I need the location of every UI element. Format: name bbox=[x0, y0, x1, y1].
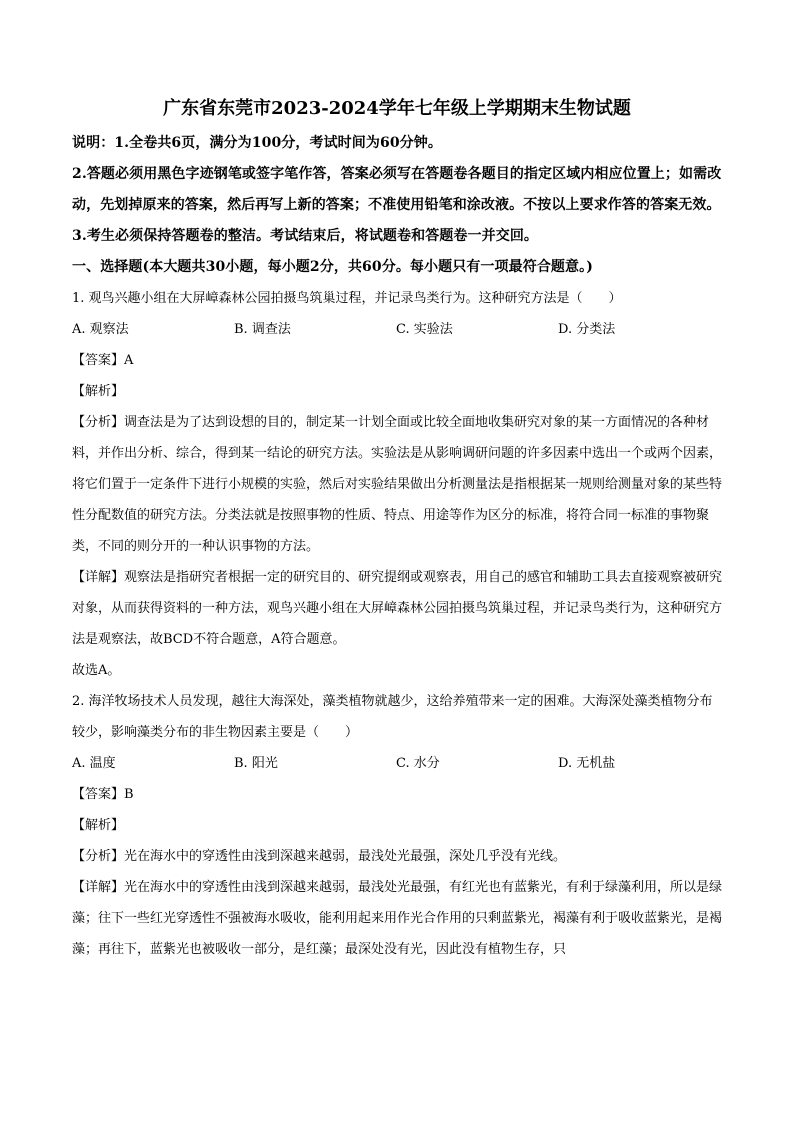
q1-stem: 1. 观鸟兴趣小组在大屏嶂森林公园拍摄鸟筑巢过程，并记录鸟类行为。这种研究方法是（ ） bbox=[72, 291, 622, 306]
q2-fenxi: 【分析】光在海水中的穿透性由浅到深越来越弱，最浅处光最强，深处几乎没有光线。 bbox=[72, 849, 567, 864]
q1-options bbox=[72, 314, 722, 345]
instruction-3: 3.考生必须保持答题卷的整洁。考试结束后，将试题卷和答题卷一并交回。 bbox=[72, 228, 539, 244]
q1-option-d: D. 分类法 bbox=[558, 322, 616, 337]
q1-answer: 【答案】A bbox=[72, 353, 134, 368]
q1-option-c: C. 实验法 bbox=[396, 322, 453, 337]
q2-option-a: A. 温度 bbox=[72, 756, 116, 771]
q1-fenxi: 【分析】调查法是为了达到设想的目的，制定某一计划全面或比较全面地收集研究对象的某一方面情况的各种材料，并作出分析、综合，得到某一结论的研究方法。实验法是从影响调研问题的许多因素中选出一个或两个因素，将它们置于一定条件下进行小规模的实验，然后对实验结果做出分析测量法是指根据某一规则给测量对象的某些特性分配数值的研究方法。分类法就是按照事物的性质、特点、用途等作为区分的标准，将符合同一标准的事物聚类，不同的则分开的一种认识事物的方法。 bbox=[72, 415, 723, 554]
exam-page bbox=[72, 96, 722, 965]
section-heading: 一、选择题(本大题共30小题，每小题2分，共60分。每小题只有一项最符合题意。) bbox=[72, 259, 593, 275]
q2-option-d: D. 无机盐 bbox=[558, 756, 616, 771]
q2-option-c: C. 水分 bbox=[396, 756, 440, 771]
q2-answer: 【答案】B bbox=[72, 787, 134, 802]
instruction-2: 2.答题必须用黑色字迹钢笔或签字笔作答，答案必须写在答题卷各题目的指定区域内相应位置上；如需改动，先划掉原来的答案，然后再写上新的答案；不准使用铅笔和涂改液。不按以上要求作答的答案无效。 bbox=[72, 166, 722, 213]
q2-analysis-label: 【解析】 bbox=[72, 818, 125, 833]
q2-xiangjie: 【详解】光在海水中的穿透性由浅到深越来越弱，最浅处光最强，有红光也有蓝紫光，有利于绿藻利用，所以是绿藻；往下一些红光穿透性不强被海水吸收，能利用起来用作光合作用的只剩蓝紫光，褐藻有利于吸收蓝紫光，是褐藻；再往下，蓝紫光也被吸收一部分，是红藻；最深处没有光，因此没有植物生存，只 bbox=[72, 880, 723, 957]
q1-xiangjie: 【详解】观察法是指研究者根据一定的研究目的、研究提纲或观察表，用自己的感官和辅助工具去直接观察被研究对象，从而获得资料的一种方法，观鸟兴趣小组在大屏嶂森林公园拍摄鸟筑巢过程，并记录鸟类行为，这种研究方法是观察法，故BCD不符合题意，A符合题意。 bbox=[72, 570, 723, 647]
q2-stem: 2. 海洋牧场技术人员发现，越往大海深处，藻类植物就越少，这给养殖带来一定的困难。大海深处藻类植物分布较少，影响藻类分布的非生物因素主要是（ ） bbox=[72, 694, 713, 740]
q1-option-a: A. 观察法 bbox=[72, 322, 129, 337]
q2-option-b: B. 阳光 bbox=[234, 756, 278, 771]
q1-analysis-label: 【解析】 bbox=[72, 384, 125, 399]
instruction-1: 说明：1.全卷共6页，满分为100分，考试时间为60分钟。 bbox=[72, 135, 442, 151]
q2-options bbox=[72, 748, 722, 779]
q1-conclusion: 故选A。 bbox=[72, 663, 121, 678]
q1-option-b: B. 调查法 bbox=[234, 322, 291, 337]
page-title: 广东省东莞市2023-2024学年七年级上学期期末生物试题 bbox=[163, 98, 631, 119]
